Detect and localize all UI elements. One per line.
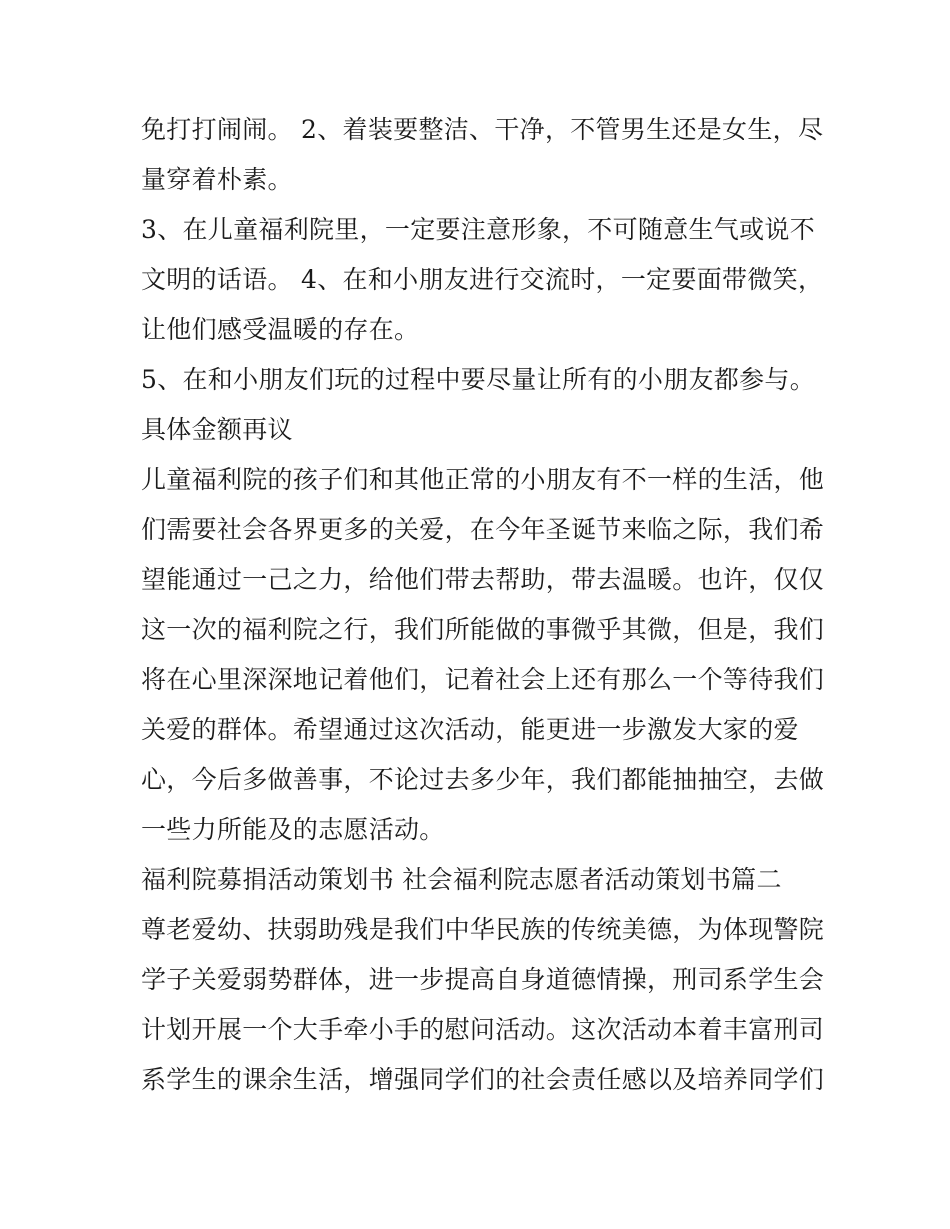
- text-line: 们需要社会各界更多的关爱，在今年圣诞节来临之际，我们希: [141, 515, 825, 544]
- text-line: 心，今后多做善事，不论过去多少年，我们都能抽抽空，去做: [141, 765, 825, 794]
- text-line: 计划开展一个大手牵小手的慰问活动。这次活动本着丰富刑司: [141, 1015, 825, 1044]
- text-line: 一些力所能及的志愿活动。: [141, 815, 445, 844]
- text-line: 免打打闹闹。 2、着装要整洁、干净，不管男生还是女生，尽: [141, 115, 824, 144]
- text-line: 将在心里深深地记着他们，记着社会上还有那么一个等待我们: [141, 665, 825, 694]
- text-line: 文明的话语。 4、在和小朋友进行交流时，一定要面带微笑，: [141, 265, 824, 294]
- text-line: 儿童福利院的孩子们和其他正常的小朋友有不一样的生活，他: [141, 465, 825, 494]
- text-line: 学子关爱弱势群体，进一步提高自身道德情操，刑司系学生会: [141, 965, 825, 994]
- text-line: 尊老爱幼、扶弱助残是我们中华民族的传统美德，为体现警院: [141, 915, 825, 944]
- section-heading: 具体金额再议: [141, 415, 293, 444]
- text-line: 3、在儿童福利院里，一定要注意形象，不可随意生气或说不: [141, 215, 816, 244]
- text-line: 5、在和小朋友们玩的过程中要尽量让所有的小朋友都参与。: [141, 365, 816, 394]
- text-line: 这一次的福利院之行，我们所能做的事微乎其微，但是，我们: [141, 615, 825, 644]
- text-line: 让他们感受温暖的存在。: [141, 315, 420, 344]
- text-line: 望能通过一己之力，给他们带去帮助，带去温暖。也许，仅仅: [141, 565, 825, 594]
- section-heading: 福利院募捐活动策划书 社会福利院志愿者活动策划书篇二: [141, 865, 782, 894]
- text-line: 系学生的课余生活，增强同学们的社会责任感以及培养同学们: [141, 1065, 825, 1094]
- text-line: 量穿着朴素。: [141, 165, 293, 194]
- text-line: 关爱的群体。希望通过这次活动，能更进一步激发大家的爱: [141, 715, 799, 744]
